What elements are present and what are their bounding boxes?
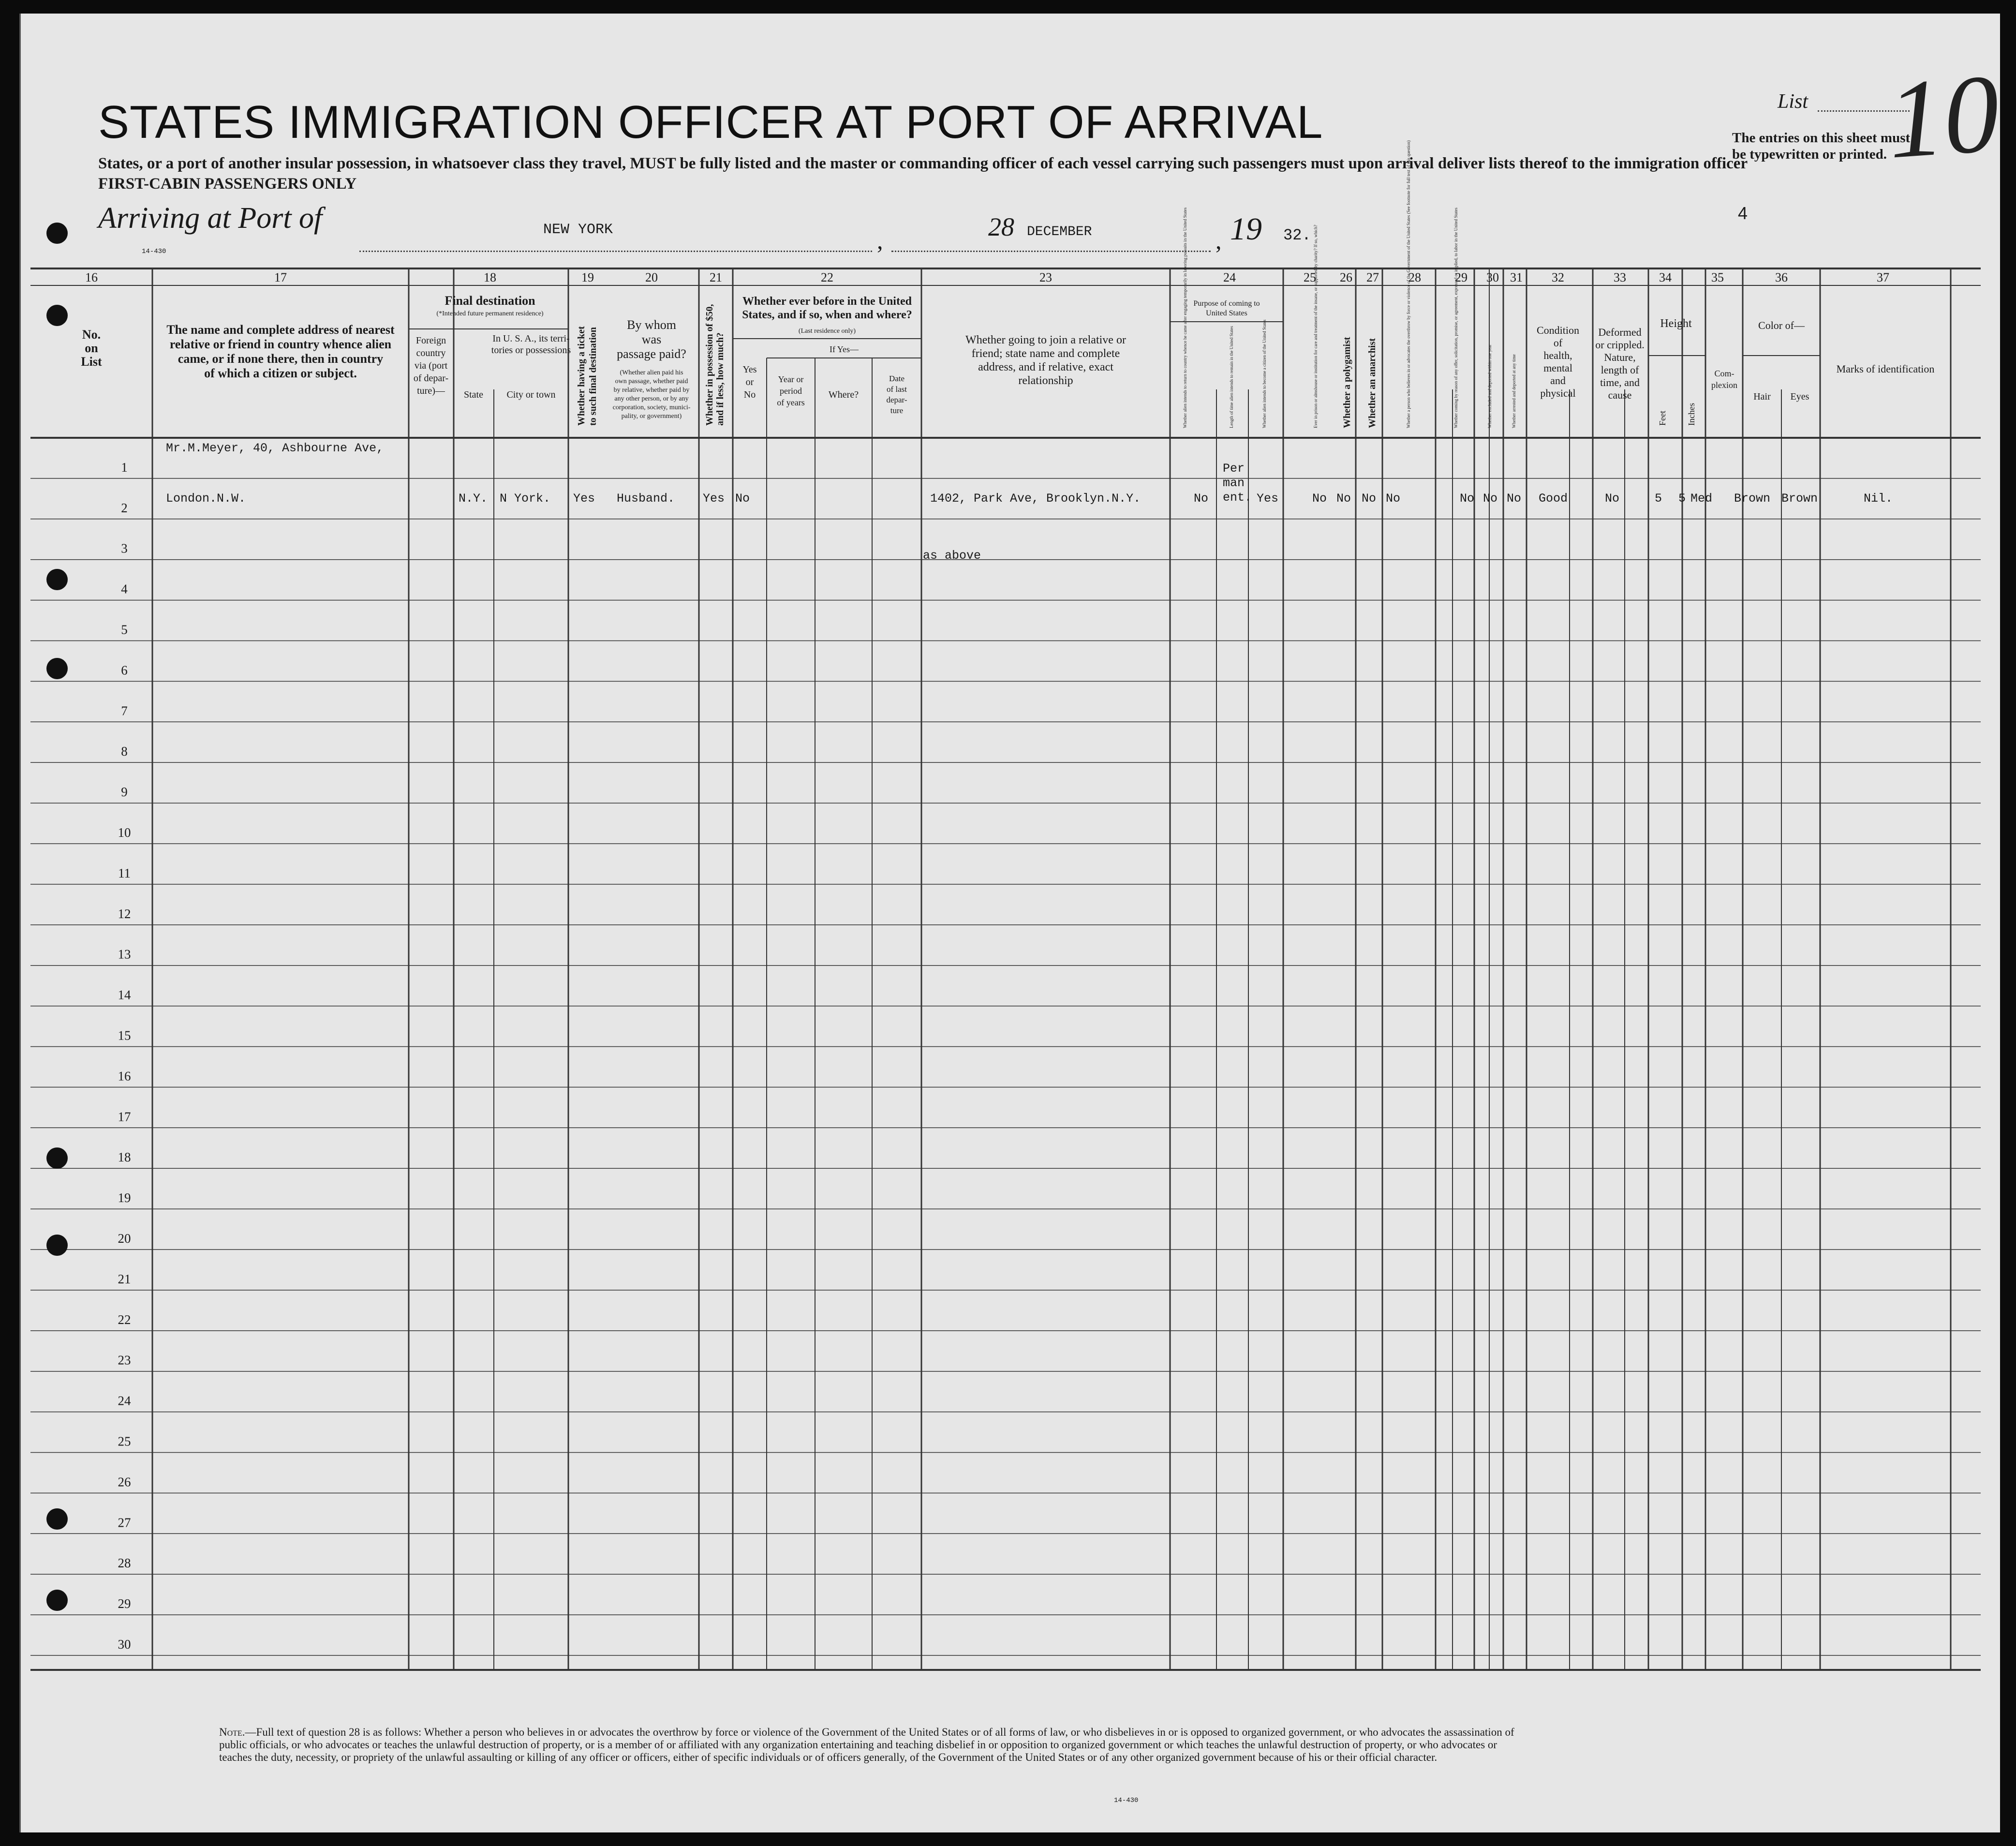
comma: , xyxy=(1216,227,1222,254)
header-deformed: Nature, xyxy=(1604,351,1636,363)
page-number: 4 xyxy=(1738,203,1748,223)
header-city: City or town xyxy=(506,389,556,400)
entry-health: Good xyxy=(1539,491,1568,506)
header-deformed: Deformed xyxy=(1598,326,1642,338)
row-number-17: 17 xyxy=(118,1109,131,1124)
header-deformed: cause xyxy=(1608,389,1632,401)
column-number-23: 23 xyxy=(1039,270,1052,284)
entry-anarchist: No xyxy=(1362,491,1377,506)
entry-joining: 1402, Park Ave, Brooklyn.N.Y. xyxy=(930,491,1141,506)
header-health: of xyxy=(1553,337,1563,349)
column-number-34: 34 xyxy=(1659,270,1672,284)
header-passage-paid: By whom xyxy=(627,318,676,332)
header-deformed: or crippled. xyxy=(1595,339,1645,351)
row-number-1: 1 xyxy=(121,460,128,475)
binder-hole xyxy=(46,569,68,590)
manifest-table xyxy=(21,14,2000,1832)
header-if-yes: If Yes— xyxy=(829,344,859,354)
row-number-29: 29 xyxy=(118,1596,131,1611)
header-health: Condition xyxy=(1536,324,1580,336)
header-relative-abroad: came, or if none there, then in country xyxy=(178,352,384,366)
header-yes-or-no: or xyxy=(745,377,754,387)
entry-length-stay: man xyxy=(1223,476,1245,490)
table-grid xyxy=(30,268,1981,1670)
header-q28: Whether a person who believes in or advocates the overthrow by force or violence of the Government of the United States (See footnote for full text of this question) xyxy=(1406,140,1411,428)
header-joining: friend; state name and complete xyxy=(971,347,1120,360)
entry-relative-line2: London.N.W. xyxy=(166,491,246,506)
entry-marks: Nil. xyxy=(1864,491,1893,506)
header-passage-paid: was xyxy=(641,332,662,346)
row-number-21: 21 xyxy=(118,1271,131,1286)
header-marks: Marks of identification xyxy=(1836,363,1935,375)
header-no-on-list: List xyxy=(81,355,102,369)
year-suffix: 32. xyxy=(1283,226,1311,244)
row-number-27: 27 xyxy=(118,1515,131,1530)
header-no-on-list: on xyxy=(85,341,98,355)
header-passage-paid: passage paid? xyxy=(617,347,686,361)
header-health: physical xyxy=(1540,387,1576,399)
column-number-37: 37 xyxy=(1877,270,1889,284)
header-no-on-list: No. xyxy=(82,328,101,342)
row-number-18: 18 xyxy=(118,1150,131,1165)
instruction-text: States, or a port of another insular possession, in whatsoever class they travel, MUST be fully listed and the master or commanding officer of each vessel carrying such passengers must upon arrival deliver lists thereof to the immigration officer xyxy=(98,155,1748,172)
port-value: NEW YORK xyxy=(543,222,613,238)
footnote-text: —Full text of question 28 is as follows: Whether a person who believes in or advocates the overthrow by force or violence of the Government of the United States or of all forms of law, or who disbelieves in or is opposed to organized government, or who advocates the assassination of public officials, or who advocates or teaches the unlawful destruction of property, or is a member of or affiliated with any organization entertaining and teaching disbelief in or opposition to organized government or which teaches the unlawful destruction of property, or who advocates or teaches the duty, necessity, or propriety of the unlawful assaulting or killing of any officer or officers, either of specific individuals or of officers generally, of the Government of the United States or of any other organized government because of his or their official character. xyxy=(219,1726,1514,1763)
binder-hole xyxy=(46,1235,68,1256)
column-number-33: 33 xyxy=(1614,270,1626,284)
column-number-19: 19 xyxy=(581,270,594,284)
row-number-12: 12 xyxy=(118,906,131,921)
footnote xyxy=(219,1726,1525,1764)
row-number-26: 26 xyxy=(118,1474,131,1489)
header-ticket: Whether having a ticket xyxy=(576,326,587,426)
row-number-6: 6 xyxy=(121,663,128,678)
row-number-25: 25 xyxy=(118,1434,131,1449)
binder-hole xyxy=(46,305,68,326)
entries-note-line2: be typewritten or printed. xyxy=(1732,147,1887,162)
header-feet: Feet xyxy=(1658,411,1667,426)
header-passage-note: (Whether alien paid his xyxy=(620,369,683,376)
binder-hole xyxy=(46,223,68,244)
entry-inches: 5 xyxy=(1678,491,1686,506)
header-deformed: time, and xyxy=(1600,376,1640,388)
header-passage-note: any other person, or by any xyxy=(614,395,689,402)
row-number-19: 19 xyxy=(118,1191,131,1206)
header-joining: address, and if relative, exact xyxy=(978,361,1113,373)
row-number-7: 7 xyxy=(121,703,128,718)
column-number-35: 35 xyxy=(1711,270,1724,284)
footnote-form-code: 14-430 xyxy=(1114,1797,1139,1804)
header-final-destination: Final destination xyxy=(445,294,535,308)
header-height: Height xyxy=(1660,317,1692,330)
header-foreign-country: Foreign xyxy=(415,335,446,346)
header-complexion: plexion xyxy=(1711,380,1737,390)
header-ever-before: Whether ever before in the United xyxy=(742,295,912,308)
entry-polygamist: No xyxy=(1336,491,1351,506)
binder-hole xyxy=(46,1147,68,1169)
column-number-24: 24 xyxy=(1223,270,1236,284)
manifest-sheet xyxy=(19,14,2003,1832)
column-number-30: 30 xyxy=(1486,270,1499,284)
header-foreign-country: of depar- xyxy=(413,373,449,384)
column-number-20: 20 xyxy=(645,270,658,284)
form-code: 14-430 xyxy=(142,248,166,255)
passenger-entry xyxy=(166,441,1893,563)
column-number-18: 18 xyxy=(484,270,496,284)
year-prefix: 19 xyxy=(1230,211,1262,247)
header-purpose-return: Whether alien intends to return to country whence he came after engaging temporarily in laboring pursuits in the United States xyxy=(1183,207,1187,428)
row-number-28: 28 xyxy=(118,1556,131,1571)
header-passage-note: by relative, whether paid by xyxy=(613,387,690,394)
column-number-22: 22 xyxy=(821,270,833,284)
header-ever-before: States, and if so, when and where? xyxy=(742,309,912,321)
row-number-3: 3 xyxy=(121,541,128,556)
list-label: List xyxy=(1778,90,1808,113)
header-joining: relationship xyxy=(1018,374,1073,387)
row-numbers xyxy=(118,460,132,1652)
row-number-9: 9 xyxy=(121,785,128,800)
header-health: mental xyxy=(1543,362,1572,374)
header-date-departure: of last xyxy=(886,385,907,394)
header-complexion: Com- xyxy=(1714,369,1734,378)
header-purpose: Purpose of coming to xyxy=(1193,299,1260,308)
binder-hole xyxy=(46,1590,68,1611)
header-purpose-length: Length of time alien intends to remain in the United States xyxy=(1229,326,1234,428)
entry-complexion: Med xyxy=(1690,491,1713,506)
header-eyes: Eyes xyxy=(1790,391,1809,402)
entry-q30: No xyxy=(1483,491,1498,506)
header-passage-note: own passage, whether paid xyxy=(615,378,688,385)
row-number-30: 30 xyxy=(118,1637,131,1652)
header-foreign-country: via (port xyxy=(414,360,448,371)
binder-hole xyxy=(46,658,68,679)
entry-q28: No xyxy=(1386,491,1401,506)
header-year-period: period xyxy=(780,386,802,396)
header-deformed: length of xyxy=(1601,364,1639,376)
header-passage-note: pality, or government) xyxy=(621,413,682,420)
header-relative-abroad: relative or friend in country whence alien xyxy=(169,337,392,351)
list-number: 10 xyxy=(1883,51,2003,182)
entry-ticket: Yes xyxy=(573,491,595,506)
header-foreign-country: country xyxy=(416,348,446,358)
row-number-5: 5 xyxy=(121,622,128,637)
entry-joining-row2: as above xyxy=(923,548,981,563)
header-foreign-country: ture)— xyxy=(417,386,445,396)
row-number-4: 4 xyxy=(121,581,128,596)
header-yes-or-no: No xyxy=(743,389,756,400)
entry-relative-line1: Mr.M.Meyer, 40, Ashbourne Ave, xyxy=(166,441,384,455)
header-q31: Whether arrested and deported at any time xyxy=(1512,354,1516,428)
header-date-departure: depar- xyxy=(886,395,907,404)
header-in-usa: In U. S. A., its terri- xyxy=(492,333,570,344)
entries-note-line1: The entries on this sheet must xyxy=(1732,130,1911,146)
header-health: and xyxy=(1550,374,1566,387)
header-in-usa: tories or possessions xyxy=(491,345,571,356)
entry-paid-by: Husband. xyxy=(617,491,675,506)
footnote-lead: Note. xyxy=(219,1726,245,1738)
column-number-32: 32 xyxy=(1552,270,1564,284)
column-number-28: 28 xyxy=(1408,270,1421,284)
row-number-2: 2 xyxy=(121,500,128,515)
column-number-36: 36 xyxy=(1775,270,1788,284)
form-title: STATES IMMIGRATION OFFICER AT PORT OF ARRIVAL xyxy=(98,96,1323,148)
header-date-departure: ture xyxy=(890,406,904,415)
header-q30: Whether excluded and deported within one year xyxy=(1487,344,1492,428)
header-purpose-citizen: Whether alien intends to become a citizen of the United States xyxy=(1262,319,1267,428)
entry-feet: 5 xyxy=(1655,491,1662,506)
entry-length-stay: ent. xyxy=(1223,490,1252,505)
header-possession-50: and if less, how much? xyxy=(715,332,726,426)
entry-hair: Brown xyxy=(1734,491,1771,506)
header-relative-abroad: The name and complete address of nearest xyxy=(166,323,395,337)
entry-eyes: Brown xyxy=(1781,491,1818,506)
header-anarchist: Whether an anarchist xyxy=(1367,338,1378,428)
row-number-15: 15 xyxy=(118,1028,131,1043)
header-hair: Hair xyxy=(1753,391,1771,402)
entry-state: N.Y. xyxy=(459,491,488,506)
header-where: Where? xyxy=(828,389,859,400)
column-headers xyxy=(81,140,1934,428)
entry-return-intent: No xyxy=(1194,491,1209,506)
header-joining: Whether going to join a relative or xyxy=(965,334,1126,346)
header-possession-50: Whether in possession of $50, xyxy=(704,304,715,426)
header-relative-abroad: of which a citizen or subject. xyxy=(204,366,357,380)
column-number-26: 26 xyxy=(1340,270,1352,284)
entry-q29: No xyxy=(1460,491,1475,506)
header-year-period: Year or xyxy=(778,374,804,384)
row-number-24: 24 xyxy=(118,1393,131,1408)
entry-citizen-intent: Yes xyxy=(1257,491,1279,506)
entry-prison: No xyxy=(1312,491,1327,506)
entry-length-stay: Per xyxy=(1223,461,1245,476)
row-number-20: 20 xyxy=(118,1231,131,1246)
row-number-8: 8 xyxy=(121,744,128,759)
row-number-11: 11 xyxy=(118,865,131,880)
arriving-label: Arriving at Port of xyxy=(98,202,323,235)
header-purpose: United States xyxy=(1206,309,1247,317)
row-number-22: 22 xyxy=(118,1312,131,1327)
binder-hole xyxy=(46,1508,68,1530)
column-number-29: 29 xyxy=(1455,270,1468,284)
header-date-departure: Date xyxy=(889,374,905,383)
header-q29: Whether coming by reason of any offer, solicitation, promise, or agreement, expressed or implied, to labor in the United States xyxy=(1453,208,1458,428)
row-number-10: 10 xyxy=(118,825,131,840)
header-final-destination-note: (*Intended future permanent residence) xyxy=(436,310,544,317)
class-line: FIRST-CABIN PASSENGERS ONLY xyxy=(98,175,357,193)
row-number-13: 13 xyxy=(118,947,131,962)
header-prison: Ever in prison or almshouse or institution for care and treatment of the insane, or supported by charity? If so, which? xyxy=(1313,224,1318,428)
header-yes-or-no: Yes xyxy=(742,364,757,375)
entry-city: N York. xyxy=(500,491,551,506)
column-number-31: 31 xyxy=(1510,270,1523,284)
row-number-23: 23 xyxy=(118,1353,131,1368)
row-number-14: 14 xyxy=(118,987,131,1002)
row-number-16: 16 xyxy=(118,1069,131,1084)
entry-been-before: No xyxy=(735,491,750,506)
entry-has-50: Yes xyxy=(703,491,725,506)
header-inches: Inches xyxy=(1687,403,1696,426)
header-state: State xyxy=(464,389,483,400)
header-health: health, xyxy=(1543,349,1572,361)
header-passage-note: corporation, society, munici- xyxy=(612,404,691,411)
column-number-17: 17 xyxy=(274,270,287,284)
comma: , xyxy=(877,227,883,254)
column-number-21: 21 xyxy=(710,270,722,284)
header-last-residence: (Last residence only) xyxy=(798,328,856,335)
arrival-month: DECEMBER xyxy=(1027,224,1092,239)
entry-q31: No xyxy=(1507,491,1522,506)
column-number-16: 16 xyxy=(85,270,98,284)
header-color-of: Color of— xyxy=(1758,319,1805,331)
column-number-25: 25 xyxy=(1304,270,1316,284)
header-ticket: to such final destination xyxy=(588,327,598,426)
header-polygamist: Whether a polygamist xyxy=(1342,337,1352,428)
entry-deformed: No xyxy=(1605,491,1620,506)
header-year-period: of years xyxy=(777,398,805,407)
column-number-27: 27 xyxy=(1366,270,1379,284)
arrival-day: 28 xyxy=(988,212,1014,241)
